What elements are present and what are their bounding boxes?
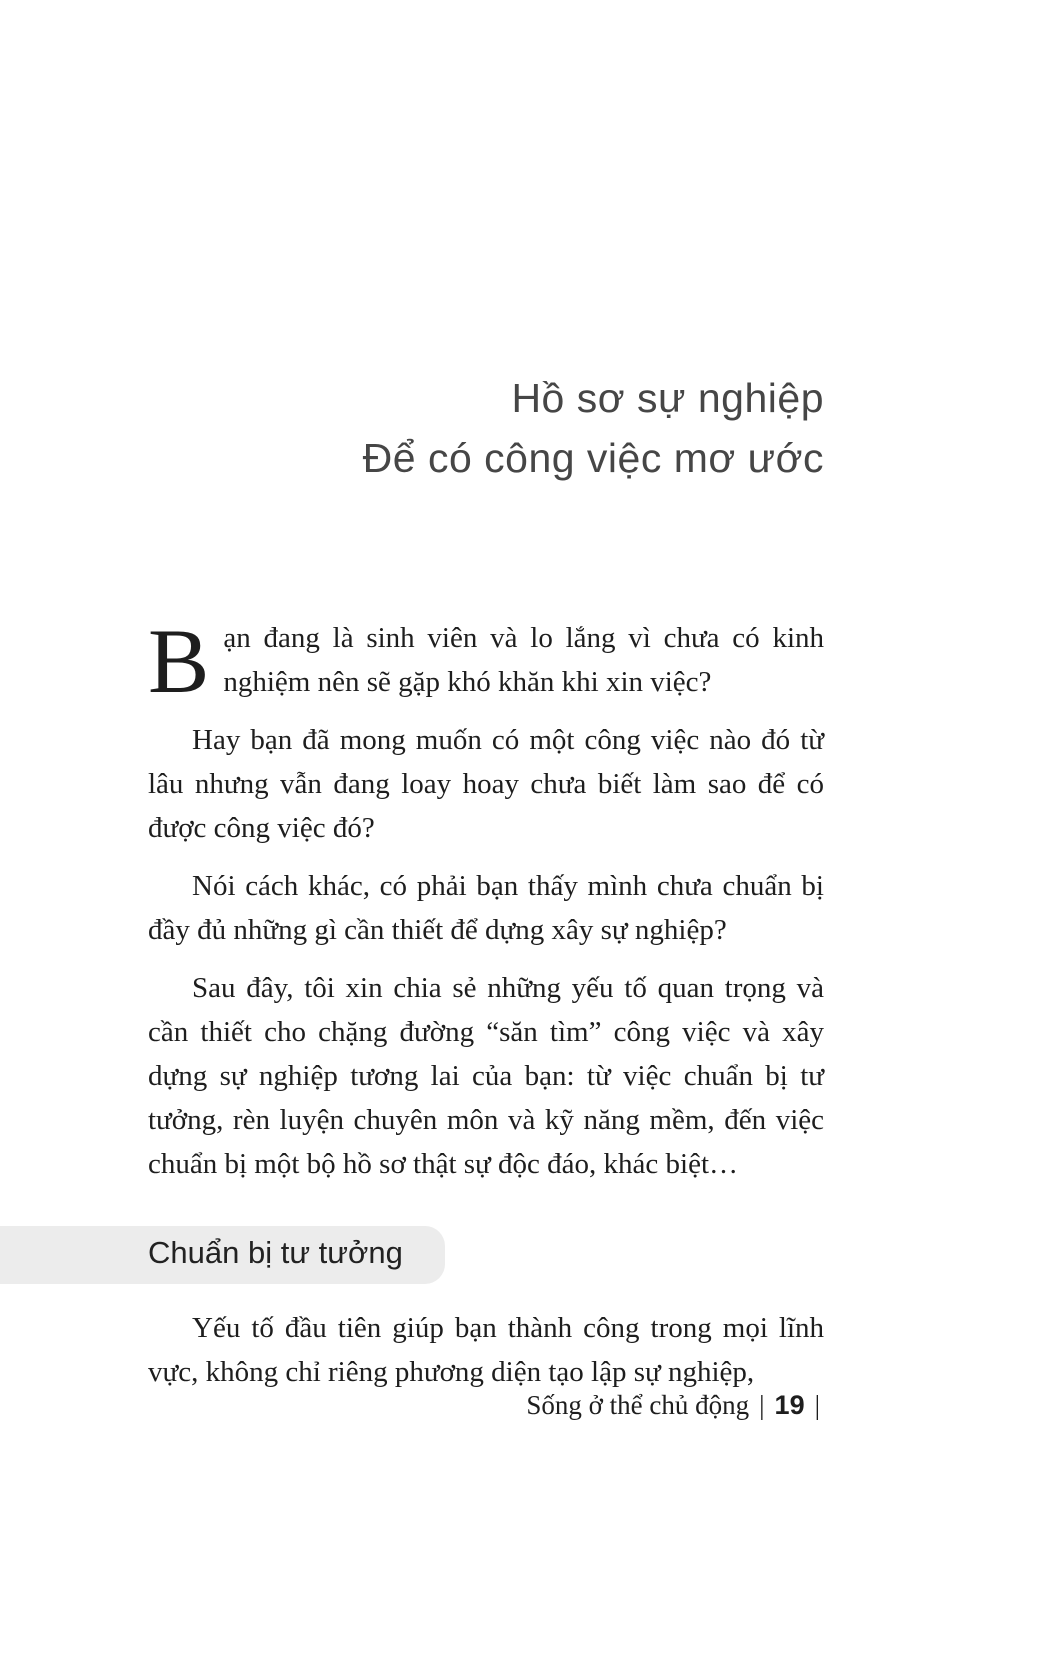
lead-paragraph (148, 610, 824, 712)
chapter-title (148, 368, 824, 488)
page-footer (526, 1388, 830, 1422)
footer-book-title: Sống ở thể chủ động (526, 1390, 750, 1420)
footer-separator: | (814, 1390, 820, 1420)
paragraph: Sau đây, tôi xin chia sẻ những yếu tố quan trọng và cần thiết cho chặng đường “săn tìm” công việc và xây dựng sự nghiệp tương lai của bạn: từ việc chuẩn bị tư tưởng, rèn luyện chuyên môn và kỹ năng mềm, đến việc chuẩn bị một bộ hồ sơ thật sự độc đáo, khác biệt… (148, 972, 824, 1180)
section-heading: Chuẩn bị tư tưởng (0, 1226, 445, 1284)
paragraph: Yếu tố đầu tiên giúp bạn thành công trong mọi lĩnh vực, không chỉ riêng phương diện tạo lập sự nghiệp, (148, 1312, 824, 1388)
paragraph: Nói cách khác, có phải bạn thấy mình chưa chuẩn bị đầy đủ những gì cần thiết để dựng xây sự nghiệp? (148, 870, 824, 946)
lead-paragraph-text: ạn đang là sinh viên và lo lắng vì chưa có kinh nghiệm nên sẽ gặp khó khăn khi xin việc? (223, 622, 824, 698)
chapter-title-line-2: Để có công việc mơ ước (362, 435, 824, 481)
footer-separator: | (759, 1390, 765, 1420)
section-body (148, 1306, 824, 1394)
page-content (148, 0, 824, 1394)
paragraph: Hay bạn đã mong muốn có một công việc nào đó từ lâu nhưng vẫn đang loay hoay chưa biết làm sao để có được công việc đó? (148, 724, 824, 844)
drop-cap: B (148, 610, 210, 712)
body-text (148, 610, 824, 1394)
chapter-title-line-1: Hồ sơ sự nghiệp (511, 375, 824, 421)
page-number: 19 (774, 1390, 805, 1420)
